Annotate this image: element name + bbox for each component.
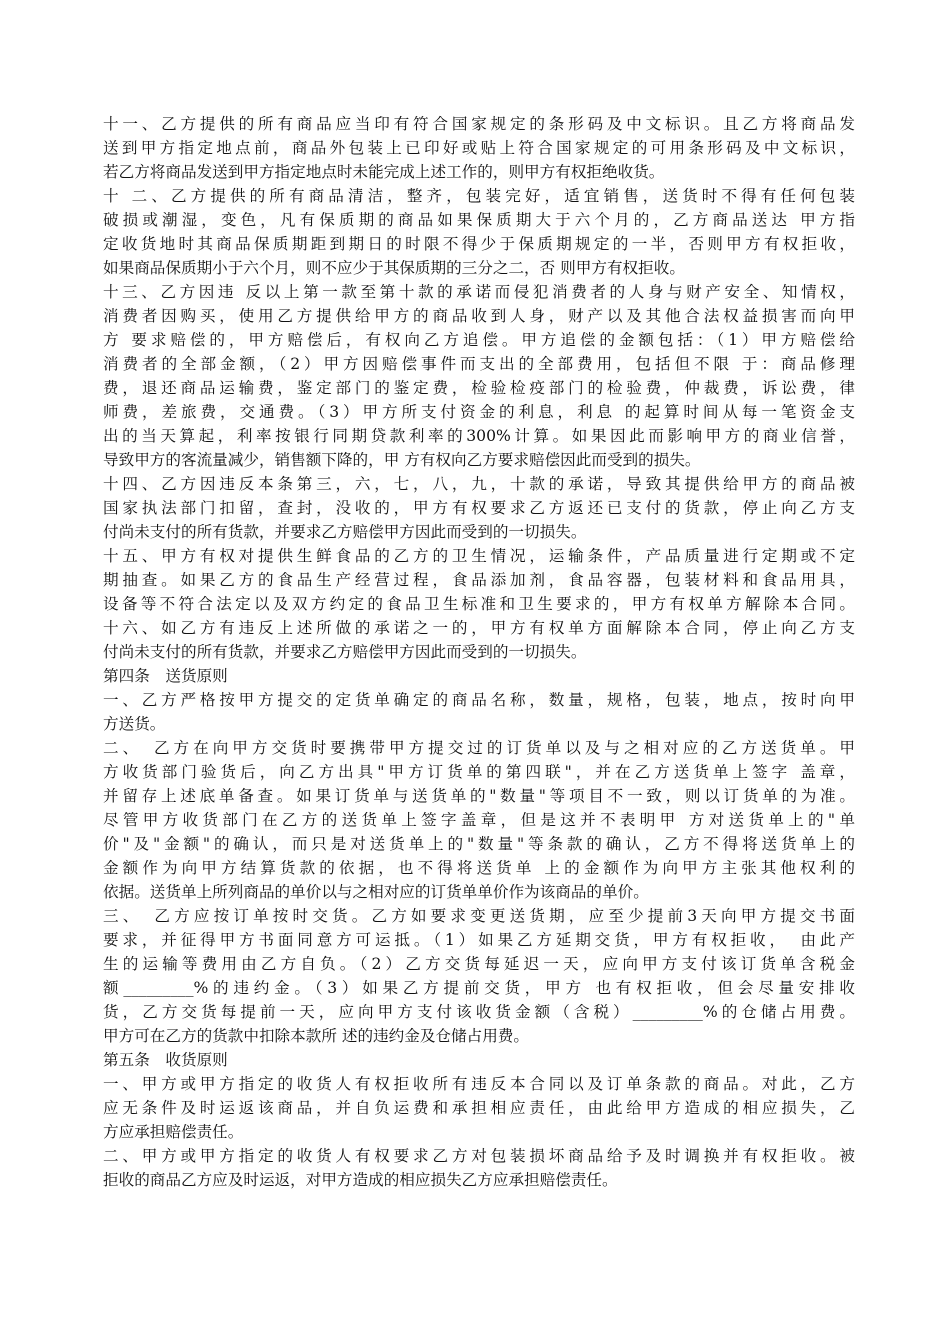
text-line: 十三、乙方因违 反以上第一款至第十款的承诺而侵犯消费者的人身与财产安全、知情权， bbox=[103, 283, 855, 301]
text-line: 生的运输等费用由乙方自负。（2）乙方交货每延迟一天，应向甲方支付该订货单含税金 bbox=[103, 955, 855, 973]
text-line: 货，乙方交货每提前一天，应向甲方支付该收货金额（含税）_________%的仓储占用费。 bbox=[103, 1003, 855, 1021]
text-line: 应无条件及时运返该商品，并自负运费和承担相应责任，由此给甲方造成的相应损失，乙 bbox=[103, 1099, 855, 1117]
text-line: 依据。送货单上所列商品的单价以与之相对应的订货单单价作为该商品的单价。 bbox=[103, 883, 649, 901]
text-line: 导致甲方的客流量减少，销售额下降的，甲 方有权向乙方要求赔偿因此而受到的损失。 bbox=[103, 451, 701, 469]
text-line: 三、 乙方应按订单按时交货。乙方如要求变更送货期，应至少提前3天向甲方提交书面 bbox=[103, 907, 855, 925]
text-line: 金额作为向甲方结算货款的依据，也不得将送货单 上的金额作为向甲方主张其他权利的 bbox=[103, 859, 855, 877]
text-line: 拒收的商品乙方应及时运返，对甲方造成的相应损失乙方应承担赔偿责任。 bbox=[103, 1171, 618, 1189]
text-line: 十一、乙方提供的所有商品应当印有符合国家规定的条形码及中文标识。且乙方将商品发 bbox=[103, 115, 855, 133]
text-line: 若乙方将商品发送到甲方指定地点时未能完成上述工作的，则甲方有权拒绝收货。 bbox=[103, 163, 665, 181]
section-heading: 第五条 收货原则 bbox=[103, 1051, 228, 1069]
text-line: 定收货地时其商品保质期距到期日的时限不得少于保质期规定的一半，否则甲方有权拒收， bbox=[103, 235, 855, 253]
text-line: 方 要求赔偿的，甲方赔偿后，有权向乙方追偿。甲方追偿的金额包括：（1）甲方赔偿给 bbox=[103, 331, 855, 349]
text-line: 国家执法部门扣留，查封，没收的，甲方有权要求乙方返还已支付的货款，停止向乙方支 bbox=[103, 499, 855, 517]
text-line: 方收货部门验货后，向乙方出具"甲方订货单的第四联"，并在乙方送货单上签字 盖章， bbox=[103, 763, 855, 781]
text-line: 要求，并征得甲方书面同意方可运抵。（1）如果乙方延期交货，甲方有权拒收， 由此产 bbox=[103, 931, 855, 949]
text-line: 十六、如乙方有违反上述所做的承诺之一的，甲方有权单方面解除本合同，停止向乙方支 bbox=[103, 619, 855, 637]
text-line: 一、甲方或甲方指定的收货人有权拒收所有违反本合同以及订单条款的商品。对此，乙方 bbox=[103, 1075, 855, 1093]
text-line: 期抽查。如果乙方的食品生产经营过程，食品添加剂，食品容器，包装材料和食品用具， bbox=[103, 571, 855, 589]
text-line: 师费，差旅费，交通费。（3）甲方所支付资金的利息，利息 的起算时间从每一笔资金支 bbox=[103, 403, 855, 421]
text-line: 十五、甲方有权对提供生鲜食品的乙方的卫生情况，运输条件，产品质量进行定期或不定 bbox=[103, 547, 855, 565]
text-line: 送到甲方指定地点前，商品外包装上已印好或贴上符合国家规定的可用条形码及中文标识， bbox=[103, 139, 855, 157]
text-line: 付尚未支付的所有货款，并要求乙方赔偿甲方因此而受到的一切损失。 bbox=[103, 523, 587, 541]
text-line: 一、乙方严格按甲方提交的定货单确定的商品名称，数量，规格，包装，地点，按时向甲 bbox=[103, 691, 855, 709]
text-line: 费，退还商品运输费，鉴定部门的鉴定费，检验检疫部门的检验费，仲裁费，诉讼费，律 bbox=[103, 379, 855, 397]
text-line: 方应承担赔偿责任。 bbox=[103, 1123, 244, 1141]
text-line: 二、 乙方在向甲方交货时要携带甲方提交过的订货单以及与之相对应的乙方送货单。甲 bbox=[103, 739, 855, 757]
text-line: 设备等不符合法定以及双方约定的食品卫生标准和卫生要求的，甲方有权单方解除本合同。 bbox=[103, 595, 855, 613]
section-heading: 第四条 送货原则 bbox=[103, 667, 228, 685]
text-line: 十 二、乙方提供的所有商品清洁，整齐，包装完好，适宜销售，送货时不得有任何包装 bbox=[103, 187, 855, 205]
text-line: 方送货。 bbox=[103, 715, 166, 733]
text-line: 甲方可在乙方的货款中扣除本款所 述的违约金及仓储占用费。 bbox=[103, 1027, 529, 1045]
text-line: 尽管甲方收货部门在乙方的送货单上签字盖章，但是这并不表明甲 方对送货单上的"单 bbox=[103, 811, 855, 829]
text-line: 价"及"金额"的确认，而只是对送货单上的"数量"等条款的确认，乙方不得将送货单上的 bbox=[103, 835, 855, 853]
text-line: 破损或潮湿，变色，凡有保质期的商品如果保质期大于六个月的，乙方商品送达 甲方指 bbox=[103, 211, 855, 229]
text-line: 十四、乙方因违反本条第三，六，七，八，九，十款的承诺，导致其提供给甲方的商品被 bbox=[103, 475, 855, 493]
text-line: 消费者因购买，使用乙方提供给甲方的商品收到人身，财产以及其他合法权益损害而向甲 bbox=[103, 307, 855, 325]
document-body bbox=[103, 112, 855, 1192]
text-line: 如果商品保质期小于六个月，则不应少于其保质期的三分之二，否 则甲方有权拒收。 bbox=[103, 259, 685, 277]
text-line: 消费者的全部金额，（2）甲方因赔偿事件而支出的全部费用，包括但不限 于：商品修理 bbox=[103, 355, 855, 373]
text-line: 出的当天算起，利率按银行同期贷款利率的300%计算。如果因此而影响甲方的商业信誉， bbox=[103, 427, 855, 445]
text-line: 付尚未支付的所有货款，并要求乙方赔偿甲方因此而受到的一切损失。 bbox=[103, 643, 587, 661]
text-line: 二、甲方或甲方指定的收货人有权要求乙方对包装损坏商品给予及时调换并有权拒收。被 bbox=[103, 1147, 855, 1165]
text-line: 额_________%的违约金。（3）如果乙方提前交货，甲方 也有权拒收，但会尽量安排收 bbox=[103, 979, 855, 997]
text-line: 并留存上述底单备查。如果订货单与送货单的"数量"等项目不一致，则以订货单的为准。 bbox=[103, 787, 855, 805]
